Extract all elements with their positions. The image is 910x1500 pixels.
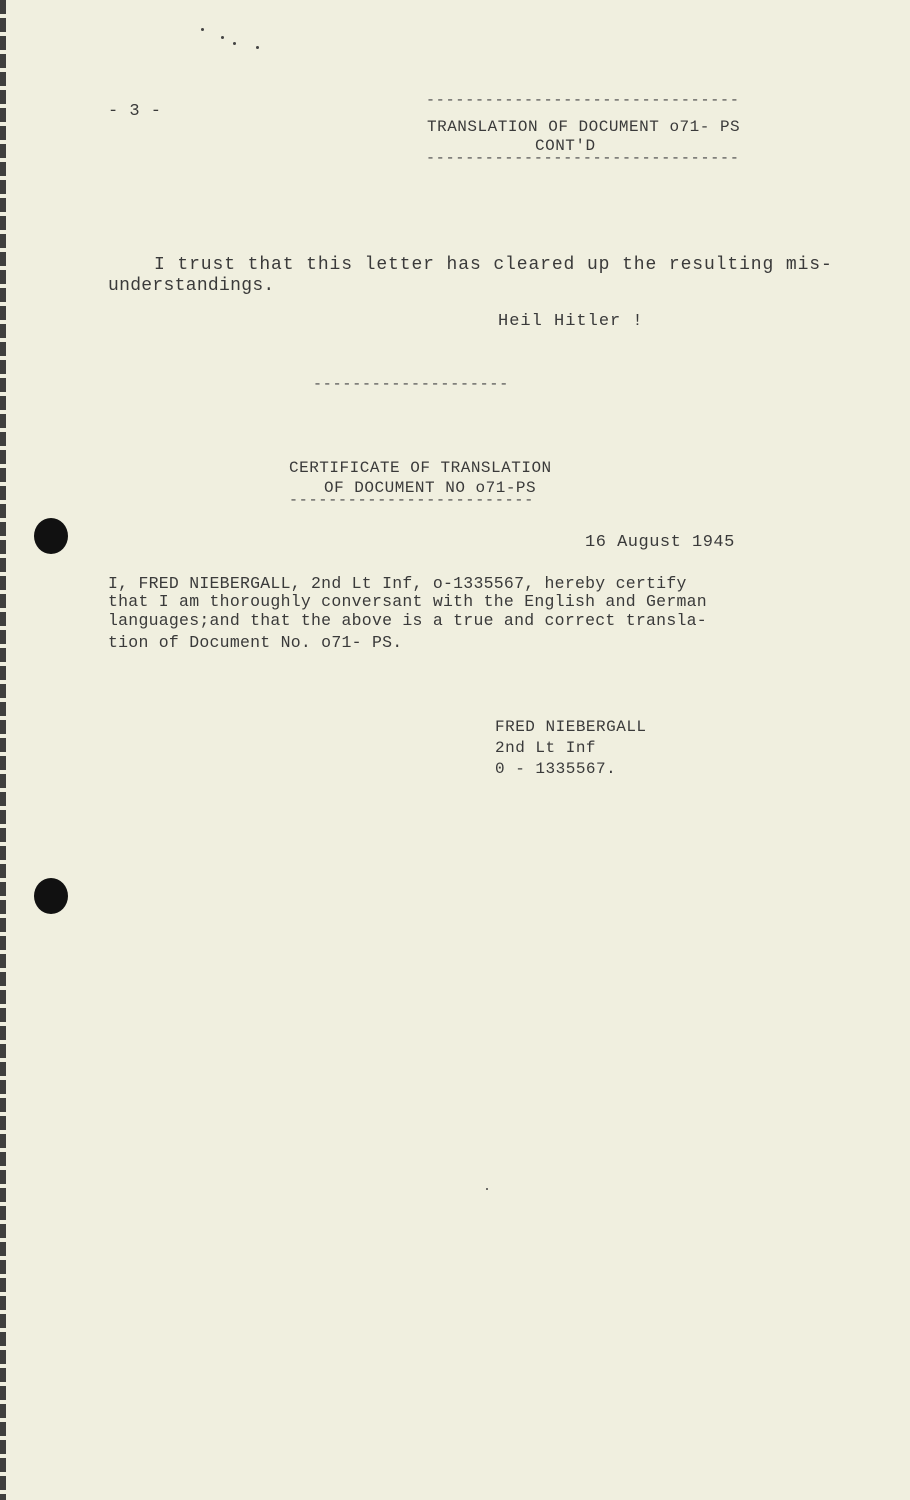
page-number: - 3 - xyxy=(108,102,162,121)
certificate-body-line-1: I, FRED NIEBERGALL, 2nd Lt Inf, o-1335567, hereby certify xyxy=(108,574,687,593)
header-contd: CONT'D xyxy=(535,137,596,155)
certificate-body-line-4: tion of Document No. o71- PS. xyxy=(108,633,403,652)
ink-speck xyxy=(221,36,224,39)
ink-speck xyxy=(201,28,204,31)
signature-serial: 0 - 1335567. xyxy=(495,760,617,778)
ink-speck xyxy=(256,46,259,49)
certificate-body-line-3: languages;and that the above is a true and correct transla- xyxy=(108,611,707,630)
header-title: TRANSLATION OF DOCUMENT o71- PS xyxy=(427,118,741,136)
letter-closing: Heil Hitler ! xyxy=(498,312,644,331)
header-rule-bottom: -------------------------------- xyxy=(426,150,740,167)
punch-hole xyxy=(34,518,68,554)
certificate-title: CERTIFICATE OF TRANSLATION xyxy=(289,459,552,477)
page-edge-binding xyxy=(0,0,6,1500)
certificate-body-line-2: that I am thoroughly conversant with the English and German xyxy=(108,592,707,611)
letter-separator: -------------------- xyxy=(313,376,510,393)
header-rule-top: -------------------------------- xyxy=(426,92,740,109)
ink-speck xyxy=(486,1188,488,1190)
signature-name: FRED NIEBERGALL xyxy=(495,718,647,736)
letter-line-2: understandings. xyxy=(108,276,275,296)
letter-line-1: I trust that this letter has cleared up the resulting mis- xyxy=(154,255,833,275)
ink-speck xyxy=(233,42,236,45)
signature-rank: 2nd Lt Inf xyxy=(495,739,597,757)
punch-hole xyxy=(34,878,68,914)
certificate-title-rule: ------------------------- xyxy=(289,492,535,509)
certificate-date: 16 August 1945 xyxy=(585,533,735,552)
certificate-subtitle: OF DOCUMENT NO o71-PS xyxy=(324,479,537,497)
